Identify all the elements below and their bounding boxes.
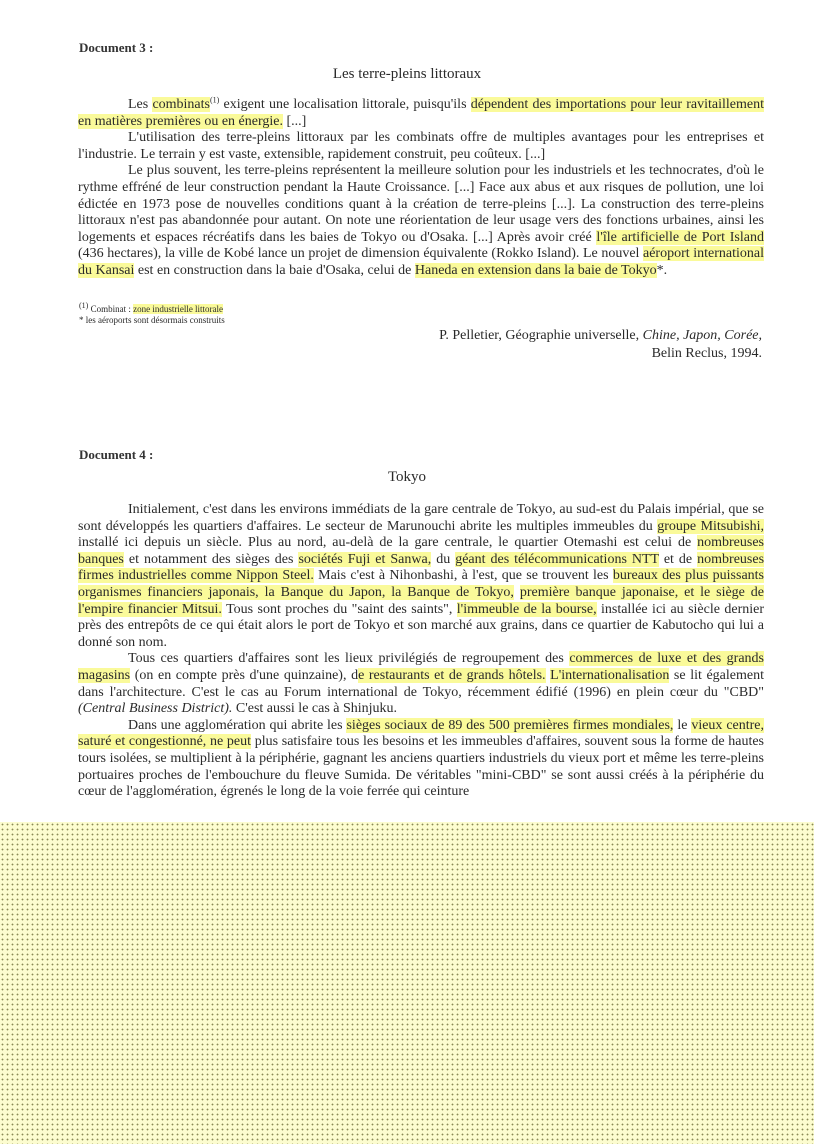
text-run: Tous ces quartiers d'affaires sont les lieux privilégiés de regroupement des bbox=[128, 651, 570, 667]
footnote-combinat bbox=[79, 301, 225, 315]
footnotes bbox=[79, 301, 225, 326]
text-run: le bbox=[673, 717, 692, 733]
paragraph bbox=[78, 130, 764, 163]
source-citation bbox=[439, 327, 762, 363]
highlighted-text: l'île artificielle de Port Island bbox=[596, 229, 764, 245]
text-run: Le plus souvent, les terre-pleins représentent la meilleure solution pour les industriels et les technocrates, d'où le rythme effréné de leur construction pendant la Haute Croissance. [...] Face aux abus et aux risques de pollution, une loi édictée en 1973 pose de nouvelles conditions quant à la création de terre-pleins [...]. La construction des terre-pleins littoraux n'est pas abandonnée pour autant. On note une réorientation de leur usage vers des fonctions urbaines, ainsi les logements et espaces récréatifs dans les baies de Tokyo ou d'Osaka. [...] Après avoir créé bbox=[78, 163, 764, 245]
text-run: et de bbox=[658, 551, 698, 567]
text-run: Mais c'est à Nihonbashi, à l'est, que se trouvent les bbox=[313, 568, 613, 584]
text-run: (436 hectares), la ville de Kobé lance un projet de dimension équivalente (Rokko Island). Le nouvel bbox=[78, 246, 643, 262]
text-run: Dans une agglomération qui abrite les bbox=[128, 717, 347, 733]
paragraph bbox=[78, 718, 764, 801]
highlighted-text: combinats bbox=[152, 97, 210, 112]
highlighted-text: zone industrielle littorale bbox=[133, 304, 224, 314]
footnote-marker: (1) bbox=[79, 301, 89, 310]
text-run: (on en compte près d'une quinzaine), d bbox=[130, 667, 359, 683]
paragraph bbox=[78, 97, 764, 130]
highlighted-text: première banque japonaise, et le siège de l'empire financier Mitsui. bbox=[78, 584, 765, 617]
document-3-title: Les terre-pleins littoraux bbox=[332, 66, 482, 82]
highlighted-text: sièges sociaux de 89 des 500 premières firmes mondiales, bbox=[346, 717, 674, 733]
highlighted-text: nombreuses banques bbox=[78, 535, 764, 567]
document-4-label: Document 4 : bbox=[79, 447, 154, 462]
highlighted-text: dépendent des importations pour leur ravitaillement en matières premières ou en énergie. bbox=[78, 97, 764, 129]
highlighted-text: groupe Mitsubishi, bbox=[657, 518, 764, 534]
document-3-text bbox=[78, 97, 764, 280]
highlighted-text: sociétés Fuji et Sanwa, bbox=[298, 551, 432, 567]
text-run: exigent une localisation littorale, puisqu'ils bbox=[219, 97, 471, 112]
highlighted-text: aéroport international du Kansai bbox=[78, 246, 764, 278]
footnote-marker: (1) bbox=[209, 95, 220, 105]
text-run: plus satisfaire tous les besoins et les immeubles d'affaires, souvent sous la forme de hautes tours isolées, se multiplient à la périphérie, gagnant les anciens quartiers industriels du vieux port et même les terre-pleins portuaires proches de l'embouchure du fleuve Sumida. De véritables "mini-CBD" se sont aussi créés à la périphérie du cœur de l'agglomération, égrenés le long de la voie ferrée qui ceinture bbox=[78, 734, 765, 800]
text-run: * les aéroports sont désormais construits bbox=[79, 315, 225, 325]
document-3-label: Document 3 : bbox=[79, 40, 154, 55]
text-run: Combinat : bbox=[88, 304, 134, 314]
highlighted-text: géant des télécommunications NTT bbox=[455, 551, 659, 567]
text-run: P. Pelletier, Géographie universelle, bbox=[439, 328, 643, 343]
text-run: Belin Reclus, 1994. bbox=[651, 346, 762, 361]
highlighted-text: commerces de luxe et des grands magasins bbox=[78, 651, 765, 683]
text-run: [...] bbox=[282, 113, 307, 129]
text-run: installé ici depuis un siècle. Plus au nord, au-delà de la gare centrale, le quartier Otemashi est celui de bbox=[78, 535, 698, 551]
highlighted-text: vieux centre, saturé et congestionné, ne peut bbox=[78, 717, 765, 750]
paragraph bbox=[78, 651, 764, 717]
text-run: *. bbox=[656, 262, 668, 278]
italic-text: Chine, Japon, Corée, bbox=[642, 328, 762, 343]
highlighted-text: Haneda en extension dans la baie de Tokyo bbox=[414, 262, 657, 278]
footnote-airports bbox=[79, 315, 225, 326]
citation-line-1 bbox=[439, 327, 762, 345]
text-run: Initialement, c'est dans les environs immédiats de la gare centrale de Tokyo, au sud-est du Palais impérial, que se sont développés les quartiers d'affaires. Le secteur de Marunouchi abrite les multiples immeubles du bbox=[78, 502, 764, 534]
highlighted-text: bureaux des plus puissants organismes financiers japonais, la Banque du Japon, la Banque de Tokyo, bbox=[78, 568, 764, 600]
text-run: et notamment des sièges des bbox=[123, 551, 299, 567]
document-4-text bbox=[78, 502, 764, 801]
text-run bbox=[514, 585, 520, 600]
text-run: installée ici au siècle dernier près des entrepôts de ce qui était alors le port de Tokyo et son marché aux grains, dans ce quartier de Kabutocho qui lui a donné son nom. bbox=[78, 601, 765, 650]
highlighted-text: L'internationalisation bbox=[550, 667, 670, 683]
text-run: Les bbox=[128, 97, 153, 112]
document-4-title: Tokyo bbox=[387, 469, 427, 485]
scan-highlight-area bbox=[0, 822, 814, 1144]
paragraph bbox=[78, 502, 764, 651]
paragraph bbox=[78, 163, 764, 279]
text-run: Tous sont proches du "saint des saints", bbox=[221, 601, 457, 617]
citation-line-2 bbox=[439, 345, 762, 363]
text-run: du bbox=[431, 551, 456, 567]
text-run: L'utilisation des terre-pleins littoraux par les combinats offre de multiples avantages pour les entreprises et l'industrie. Le terrain y est vaste, extensible, rapidement construit, peu coûteux. [...] bbox=[78, 130, 764, 162]
highlighted-text: l'immeuble de la bourse, bbox=[456, 601, 597, 617]
highlighted-text: e restaurants et de grands hôtels. bbox=[358, 667, 546, 683]
text-run: est en construction dans la baie d'Osaka, celui de bbox=[134, 262, 415, 278]
highlighted-text: nombreuses firmes industrielles comme Nippon Steel. bbox=[78, 551, 765, 584]
italic-text: (Central Business District). bbox=[78, 701, 233, 717]
text-run: C'est aussi le cas à Shinjuku. bbox=[232, 701, 398, 717]
text-run: se lit également dans l'architecture. C'est le cas au Forum international de Tokyo, récemment édifié (1996) en plein cœur du "CBD" bbox=[78, 667, 764, 700]
